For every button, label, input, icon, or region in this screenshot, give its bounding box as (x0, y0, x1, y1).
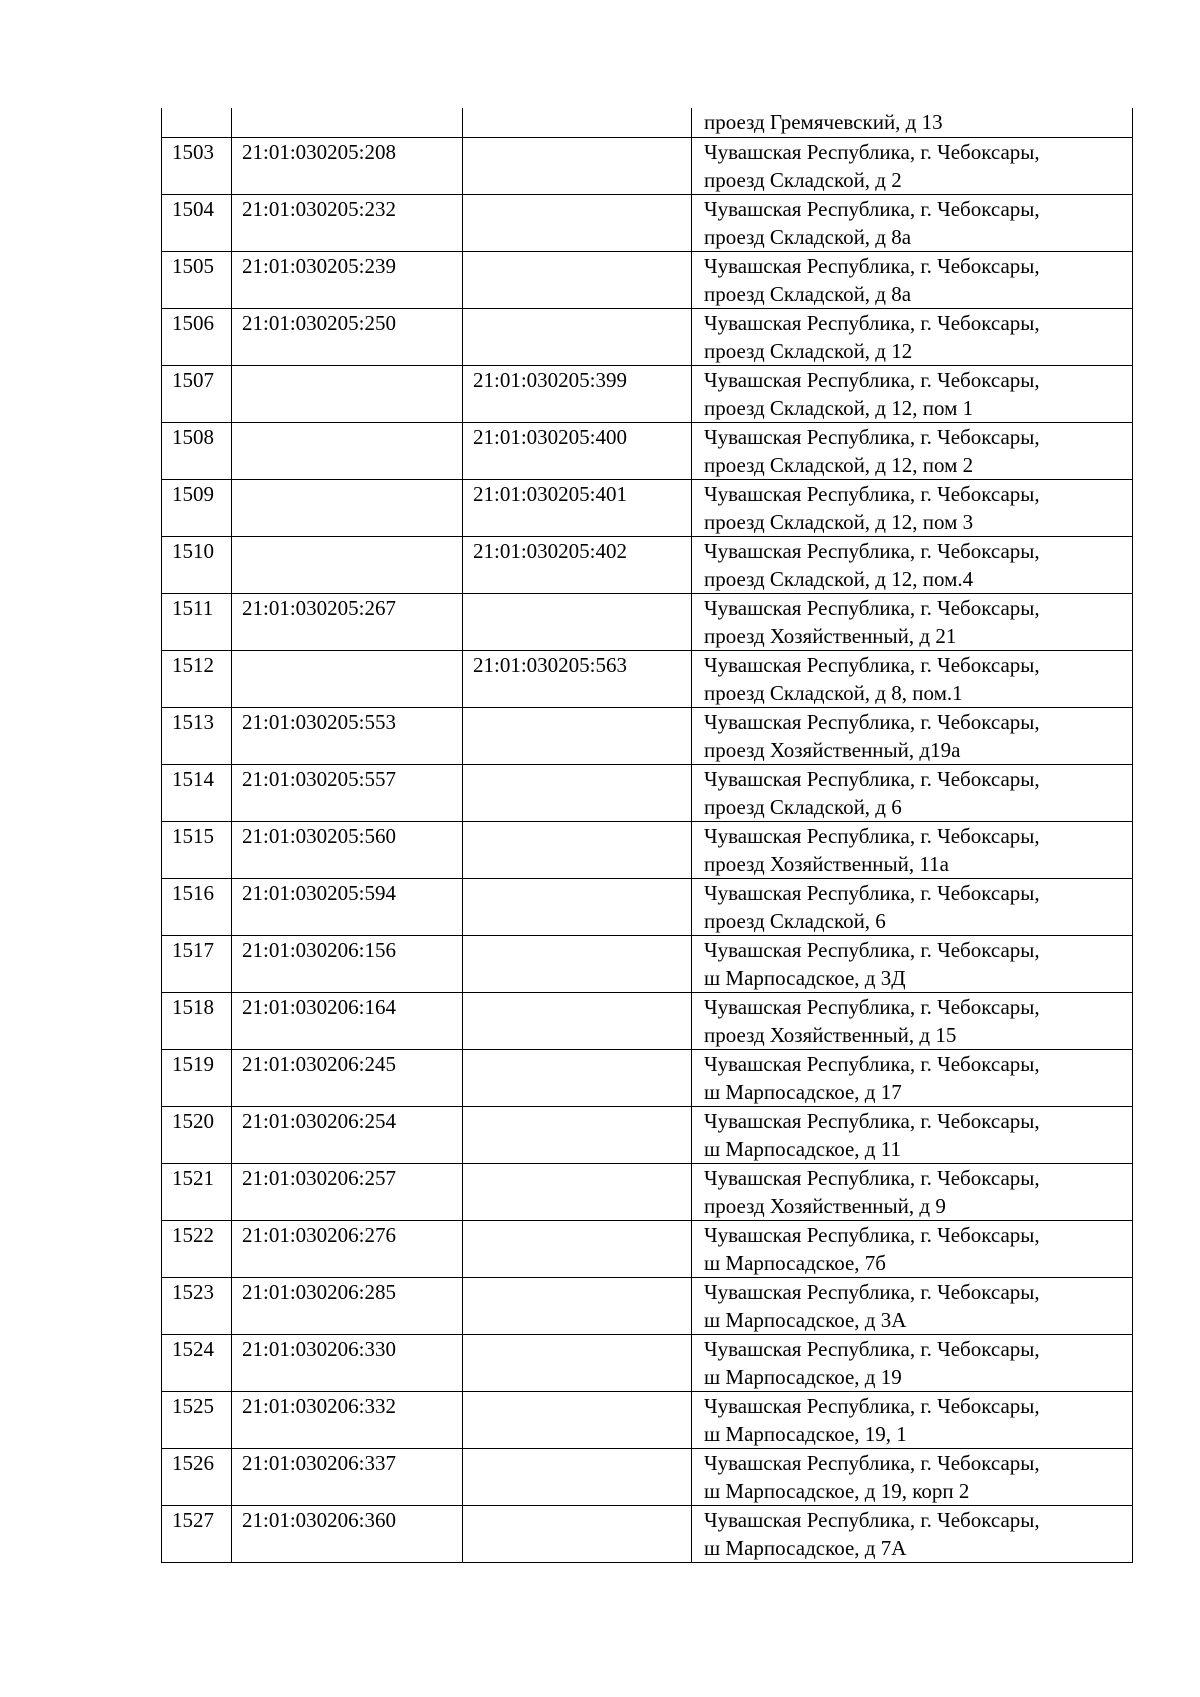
table-row (162, 879, 1133, 936)
address-line-2: ш Марпосадское, д 19 (704, 1365, 902, 1389)
row-number: 1518 (172, 995, 214, 1019)
address-line-2: проезд Складской, д 8а (704, 225, 912, 249)
address-line-1: Чувашская Республика, г. Чебоксары, (704, 254, 1040, 278)
row-number: 1525 (172, 1394, 214, 1418)
row-number-cell (162, 708, 232, 765)
address-line-2: проезд Хозяйственный, д 15 (704, 1023, 957, 1047)
premise-cadastral-cell (463, 594, 692, 651)
address-line-2: ш Марпосадское, д 11 (704, 1137, 901, 1161)
land-cadastral-cell (232, 1107, 463, 1164)
land-cadastral-number: 21:01:030205:557 (242, 767, 397, 791)
land-cadastral-number: 21:01:030205:560 (242, 824, 397, 848)
row-number-cell (162, 1050, 232, 1107)
continuation-address-cell (692, 108, 1133, 138)
address-line-1: Чувашская Республика, г. Чебоксары, (704, 539, 1040, 563)
address-line-2: проезд Складской, д 2 (704, 168, 902, 192)
row-number-cell (162, 480, 232, 537)
land-cadastral-number: 21:01:030205:232 (242, 197, 397, 221)
address-line-2: проезд Складской, д 8а (704, 282, 912, 306)
table-row (162, 993, 1133, 1050)
land-cadastral-cell (232, 1449, 463, 1506)
address-cell (692, 252, 1133, 309)
land-cadastral-number: 21:01:030206:332 (242, 1394, 397, 1418)
premise-cadastral-cell (463, 309, 692, 366)
land-cadastral-cell (232, 423, 463, 480)
premise-cadastral-cell (463, 537, 692, 594)
address-line-1: Чувашская Республика, г. Чебоксары, (704, 311, 1040, 335)
premise-cadastral-cell (463, 252, 692, 309)
table-row (162, 594, 1133, 651)
address-cell (692, 1392, 1133, 1449)
continuation-num-cell (162, 108, 232, 138)
land-cadastral-cell (232, 366, 463, 423)
address-line-2: проезд Складской, д 12, пом 1 (704, 396, 974, 420)
address-cell (692, 138, 1133, 195)
land-cadastral-cell (232, 765, 463, 822)
address-line-1: Чувашская Республика, г. Чебоксары, (704, 881, 1040, 905)
land-cadastral-cell (232, 309, 463, 366)
row-number: 1514 (172, 767, 214, 791)
address-line-2: проезд Складской, д 12, пом 3 (704, 510, 974, 534)
table-row (162, 936, 1133, 993)
address-line-2: проезд Хозяйственный, 11а (704, 852, 949, 876)
address-cell (692, 594, 1133, 651)
address-cell (692, 1335, 1133, 1392)
land-cadastral-number: 21:01:030206:245 (242, 1052, 397, 1076)
row-number: 1511 (172, 596, 214, 620)
address-line-2: ш Марпосадское, д 3Д (704, 966, 906, 990)
land-cadastral-cell (232, 879, 463, 936)
row-number: 1522 (172, 1223, 214, 1247)
registry-body (162, 108, 1133, 1563)
row-number: 1526 (172, 1451, 214, 1475)
premise-cadastral-cell (463, 366, 692, 423)
land-cadastral-number: 21:01:030205:250 (242, 311, 397, 335)
address-line-1: Чувашская Республика, г. Чебоксары, (704, 1451, 1040, 1475)
address-cell (692, 879, 1133, 936)
address-cell (692, 936, 1133, 993)
table-row (162, 138, 1133, 195)
premise-cadastral-cell (463, 138, 692, 195)
premise-cadastral-cell (463, 822, 692, 879)
address-cell (692, 651, 1133, 708)
premise-cadastral-cell (463, 1392, 692, 1449)
address-line-1: Чувашская Республика, г. Чебоксары, (704, 368, 1040, 392)
address-cell (692, 195, 1133, 252)
address-line-1: Чувашская Республика, г. Чебоксары, (704, 710, 1040, 734)
premise-cadastral-cell (463, 936, 692, 993)
land-cadastral-cell (232, 1392, 463, 1449)
row-number-cell (162, 366, 232, 423)
address-cell (692, 1278, 1133, 1335)
land-cadastral-cell (232, 1050, 463, 1107)
address-line-2: проезд Хозяйственный, д19а (704, 738, 961, 762)
premise-cadastral-cell (463, 708, 692, 765)
row-number-cell (162, 1221, 232, 1278)
row-number-cell (162, 195, 232, 252)
address-cell (692, 1449, 1133, 1506)
row-number: 1507 (172, 368, 214, 392)
land-cadastral-number: 21:01:030205:267 (242, 596, 397, 620)
table-row (162, 1107, 1133, 1164)
row-number-cell (162, 1449, 232, 1506)
land-cadastral-cell (232, 252, 463, 309)
address-line-1: Чувашская Республика, г. Чебоксары, (704, 1109, 1040, 1133)
address-line-2: проезд Складской, д 12, пом.4 (704, 567, 974, 591)
premise-cadastral-number: 21:01:030205:401 (473, 482, 628, 506)
continuation-address-text: проезд Гремячевский, д 13 (704, 110, 943, 134)
land-cadastral-cell (232, 651, 463, 708)
address-line-1: Чувашская Республика, г. Чебоксары, (704, 197, 1040, 221)
address-line-2: проезд Хозяйственный, д 21 (704, 624, 957, 648)
row-number-cell (162, 252, 232, 309)
land-cadastral-cell (232, 822, 463, 879)
address-line-2: проезд Складской, д 12 (704, 339, 913, 363)
continuation-land-cell (232, 108, 463, 138)
premise-cadastral-cell (463, 195, 692, 252)
row-number: 1509 (172, 482, 214, 506)
row-number: 1527 (172, 1508, 214, 1532)
row-number: 1506 (172, 311, 214, 335)
table-row (162, 252, 1133, 309)
row-number-cell (162, 1335, 232, 1392)
table-row (162, 1050, 1133, 1107)
land-cadastral-number: 21:01:030206:360 (242, 1508, 397, 1532)
land-cadastral-cell (232, 1335, 463, 1392)
address-line-1: Чувашская Республика, г. Чебоксары, (704, 1166, 1040, 1190)
address-line-1: Чувашская Республика, г. Чебоксары, (704, 140, 1040, 164)
address-line-2: ш Марпосадское, д 17 (704, 1080, 902, 1104)
row-number-cell (162, 879, 232, 936)
table-row (162, 822, 1133, 879)
row-number-cell (162, 822, 232, 879)
address-cell (692, 1107, 1133, 1164)
table-row (162, 1221, 1133, 1278)
table-row (162, 1278, 1133, 1335)
row-number-cell (162, 594, 232, 651)
land-cadastral-cell (232, 195, 463, 252)
premise-cadastral-number: 21:01:030205:563 (473, 653, 628, 677)
address-line-1: Чувашская Республика, г. Чебоксары, (704, 425, 1040, 449)
land-cadastral-cell (232, 594, 463, 651)
land-cadastral-number: 21:01:030206:285 (242, 1280, 397, 1304)
premise-cadastral-cell (463, 1335, 692, 1392)
row-number-cell (162, 537, 232, 594)
address-line-2: проезд Складской, 6 (704, 909, 886, 933)
address-line-2: ш Марпосадское, д 19, корп 2 (704, 1479, 970, 1503)
address-cell (692, 1221, 1133, 1278)
land-cadastral-number: 21:01:030205:239 (242, 254, 397, 278)
premise-cadastral-cell (463, 651, 692, 708)
land-cadastral-cell (232, 936, 463, 993)
address-line-2: ш Марпосадское, д 7А (704, 1536, 907, 1560)
premise-cadastral-cell (463, 1164, 692, 1221)
address-line-1: Чувашская Республика, г. Чебоксары, (704, 596, 1040, 620)
row-number: 1519 (172, 1052, 214, 1076)
row-number-cell (162, 309, 232, 366)
address-cell (692, 1164, 1133, 1221)
address-line-2: проезд Складской, д 6 (704, 795, 902, 819)
premise-cadastral-cell (463, 1050, 692, 1107)
premise-cadastral-cell (463, 993, 692, 1050)
table-row (162, 195, 1133, 252)
land-cadastral-number: 21:01:030206:330 (242, 1337, 397, 1361)
address-line-1: Чувашская Республика, г. Чебоксары, (704, 1337, 1040, 1361)
land-cadastral-number: 21:01:030206:276 (242, 1223, 397, 1247)
land-cadastral-cell (232, 1164, 463, 1221)
table-row (162, 309, 1133, 366)
land-cadastral-number: 21:01:030206:156 (242, 938, 397, 962)
row-number: 1510 (172, 539, 214, 563)
address-cell (692, 708, 1133, 765)
land-cadastral-number: 21:01:030206:257 (242, 1166, 397, 1190)
land-cadastral-cell (232, 1221, 463, 1278)
premise-cadastral-cell (463, 1449, 692, 1506)
continuation-row (162, 108, 1133, 138)
row-number: 1505 (172, 254, 214, 278)
row-number-cell (162, 1278, 232, 1335)
address-line-2: проезд Складской, д 12, пом 2 (704, 453, 974, 477)
table-row (162, 1335, 1133, 1392)
address-line-1: Чувашская Республика, г. Чебоксары, (704, 1280, 1040, 1304)
row-number-cell (162, 1506, 232, 1563)
address-line-2: проезд Хозяйственный, д 9 (704, 1194, 946, 1218)
address-line-2: ш Марпосадское, д 3А (704, 1308, 907, 1332)
table-row (162, 1164, 1133, 1221)
address-line-1: Чувашская Республика, г. Чебоксары, (704, 1394, 1040, 1418)
table-row (162, 366, 1133, 423)
land-cadastral-number: 21:01:030205:553 (242, 710, 397, 734)
table-row (162, 423, 1133, 480)
address-line-1: Чувашская Республика, г. Чебоксары, (704, 767, 1040, 791)
premise-cadastral-number: 21:01:030205:400 (473, 425, 628, 449)
premise-cadastral-cell (463, 480, 692, 537)
row-number: 1504 (172, 197, 214, 221)
table-row (162, 537, 1133, 594)
land-cadastral-number: 21:01:030206:337 (242, 1451, 397, 1475)
land-cadastral-number: 21:01:030206:254 (242, 1109, 397, 1133)
table-row (162, 708, 1133, 765)
row-number-cell (162, 651, 232, 708)
address-line-1: Чувашская Республика, г. Чебоксары, (704, 653, 1040, 677)
land-cadastral-cell (232, 708, 463, 765)
premise-cadastral-cell (463, 765, 692, 822)
table-row (162, 480, 1133, 537)
address-cell (692, 765, 1133, 822)
row-number: 1508 (172, 425, 214, 449)
address-line-1: Чувашская Республика, г. Чебоксары, (704, 995, 1040, 1019)
land-cadastral-cell (232, 993, 463, 1050)
premise-cadastral-number: 21:01:030205:399 (473, 368, 628, 392)
land-cadastral-number: 21:01:030206:164 (242, 995, 397, 1019)
premise-cadastral-cell (463, 423, 692, 480)
row-number: 1513 (172, 710, 214, 734)
table-row (162, 651, 1133, 708)
land-cadastral-number: 21:01:030205:208 (242, 140, 397, 164)
address-cell (692, 309, 1133, 366)
land-cadastral-cell (232, 138, 463, 195)
address-line-1: Чувашская Республика, г. Чебоксары, (704, 938, 1040, 962)
row-number: 1521 (172, 1166, 214, 1190)
row-number: 1520 (172, 1109, 214, 1133)
table-row (162, 1449, 1133, 1506)
row-number: 1517 (172, 938, 214, 962)
address-line-1: Чувашская Республика, г. Чебоксары, (704, 824, 1040, 848)
table-row (162, 1392, 1133, 1449)
address-line-1: Чувашская Республика, г. Чебоксары, (704, 1223, 1040, 1247)
table-row (162, 765, 1133, 822)
land-cadastral-cell (232, 480, 463, 537)
land-cadastral-cell (232, 537, 463, 594)
row-number-cell (162, 1164, 232, 1221)
row-number: 1523 (172, 1280, 214, 1304)
row-number-cell (162, 1392, 232, 1449)
row-number-cell (162, 993, 232, 1050)
row-number: 1512 (172, 653, 214, 677)
row-number: 1516 (172, 881, 214, 905)
address-line-1: Чувашская Республика, г. Чебоксары, (704, 1052, 1040, 1076)
registry-table (161, 108, 1133, 1563)
address-cell (692, 366, 1133, 423)
address-cell (692, 1050, 1133, 1107)
address-cell (692, 822, 1133, 879)
premise-cadastral-cell (463, 1506, 692, 1563)
continuation-premise-cell (463, 108, 692, 138)
row-number-cell (162, 765, 232, 822)
row-number-cell (162, 1107, 232, 1164)
address-cell (692, 1506, 1133, 1563)
premise-cadastral-cell (463, 879, 692, 936)
address-line-1: Чувашская Республика, г. Чебоксары, (704, 482, 1040, 506)
land-cadastral-number: 21:01:030205:594 (242, 881, 397, 905)
address-line-1: Чувашская Республика, г. Чебоксары, (704, 1508, 1040, 1532)
address-cell (692, 423, 1133, 480)
table-row (162, 1506, 1133, 1563)
land-cadastral-cell (232, 1278, 463, 1335)
address-line-2: проезд Складской, д 8, пом.1 (704, 681, 963, 705)
row-number-cell (162, 423, 232, 480)
address-line-2: ш Марпосадское, 19, 1 (704, 1422, 907, 1446)
address-cell (692, 537, 1133, 594)
row-number-cell (162, 138, 232, 195)
row-number: 1524 (172, 1337, 214, 1361)
premise-cadastral-cell (463, 1107, 692, 1164)
premise-cadastral-cell (463, 1278, 692, 1335)
row-number: 1515 (172, 824, 214, 848)
row-number: 1503 (172, 140, 214, 164)
row-number-cell (162, 936, 232, 993)
premise-cadastral-number: 21:01:030205:402 (473, 539, 628, 563)
address-line-2: ш Марпосадское, 7б (704, 1251, 886, 1275)
address-cell (692, 480, 1133, 537)
premise-cadastral-cell (463, 1221, 692, 1278)
land-cadastral-cell (232, 1506, 463, 1563)
address-cell (692, 993, 1133, 1050)
